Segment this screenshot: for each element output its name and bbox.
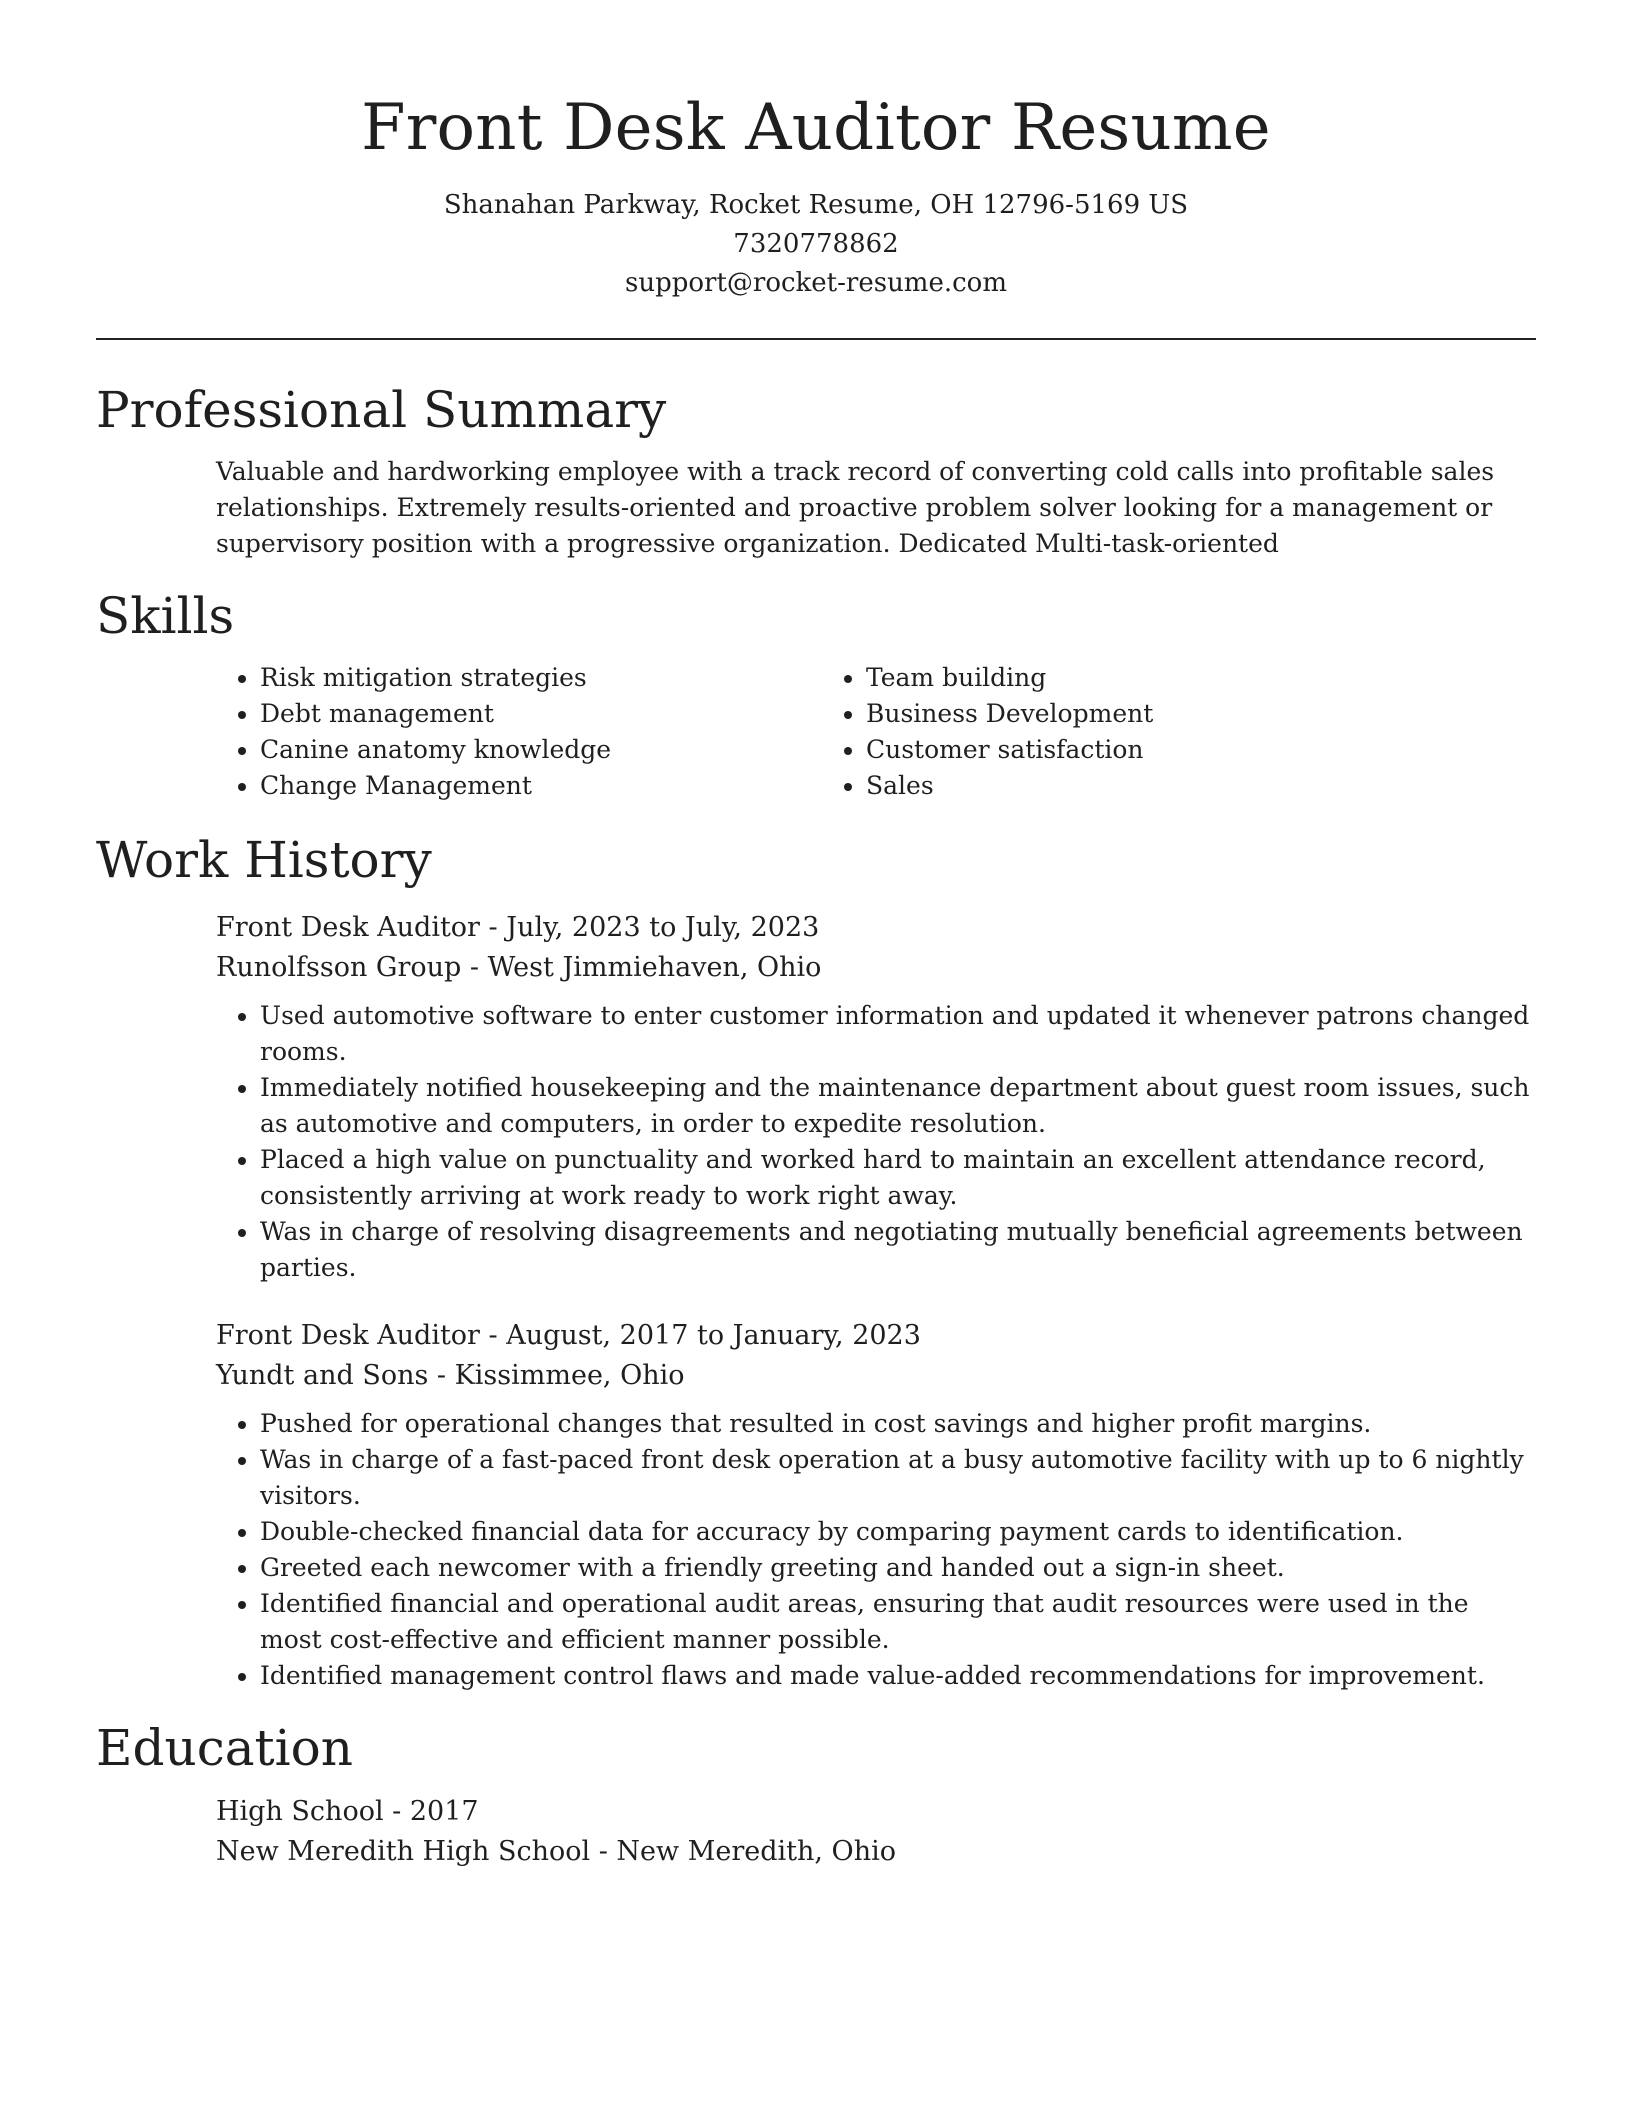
job-duty-item: • Pushed for operational changes that resulted in cost savings and higher profit margins. bbox=[260, 1406, 1536, 1442]
contact-block bbox=[96, 186, 1536, 303]
job-duty-item: • Was in charge of resolving disagreements and negotiating mutually beneficial agreements between parties. bbox=[260, 1214, 1536, 1286]
job-duty-item: • Identified management control flaws and made value-added recommendations for improvement. bbox=[260, 1658, 1536, 1694]
job-duty-item: • Placed a high value on punctuality and worked hard to maintain an excellent attendance record, consistently arriving at work ready to work right away. bbox=[260, 1142, 1536, 1214]
education-entry bbox=[216, 1792, 1536, 1872]
contact-phone: 7320778862 bbox=[733, 229, 899, 259]
skill-item: • Change Management bbox=[260, 768, 822, 804]
skill-item: • Team building bbox=[866, 660, 1153, 696]
skills-heading: Skills bbox=[96, 587, 235, 645]
summary-heading: Professional Summary bbox=[96, 381, 667, 439]
job-duty-item: • Was in charge of a fast-paced front desk operation at a busy automotive facility with up to 6 nightly visitors. bbox=[260, 1442, 1536, 1514]
skill-item: • Debt management bbox=[260, 696, 822, 732]
job-company-line: Runolfsson Group - West Jimmiehaven, Ohio bbox=[216, 952, 822, 983]
job-duty-item: • Double-checked financial data for accuracy by comparing payment cards to identification. bbox=[260, 1514, 1536, 1550]
job-duties bbox=[216, 1406, 1536, 1694]
education-degree-line: High School - 2017 bbox=[216, 1796, 479, 1827]
summary-text: Valuable and hardworking employee with a track record of converting cold calls into profitable sales relationships. Extremely results-oriented and proactive problem solver looking for a management or supervisory position with a progressive organization. Dedicated Multi-task-oriented bbox=[216, 457, 1495, 558]
header-divider bbox=[96, 338, 1536, 340]
job-duty-item: • Greeted each newcomer with a friendly greeting and handed out a sign-in sheet. bbox=[260, 1550, 1536, 1586]
contact-address: Shanahan Parkway, Rocket Resume, OH 12796-5169 US bbox=[443, 190, 1189, 220]
job-duty-item: • Immediately notified housekeeping and the maintenance department about guest room issues, such as automotive and computers, in order to expedite resolution. bbox=[260, 1070, 1536, 1142]
job-duties bbox=[216, 998, 1536, 1286]
skills-column-right bbox=[822, 660, 1153, 804]
skill-item: • Sales bbox=[866, 768, 1153, 804]
skills-list bbox=[216, 660, 1536, 804]
job-entry bbox=[216, 1316, 1536, 1694]
skill-item: • Canine anatomy knowledge bbox=[260, 732, 822, 768]
contact-email: support@rocket-resume.com bbox=[624, 268, 1007, 298]
skill-item: • Customer satisfaction bbox=[866, 732, 1153, 768]
skill-item: • Business Development bbox=[866, 696, 1153, 732]
work-history-heading: Work History bbox=[96, 831, 432, 889]
job-duty-item: • Used automotive software to enter customer information and updated it whenever patrons changed rooms. bbox=[260, 998, 1536, 1070]
education-school-line: New Meredith High School - New Meredith, Ohio bbox=[216, 1836, 896, 1867]
resume-title: Front Desk Auditor Resume bbox=[361, 91, 1271, 165]
skills-column-left bbox=[216, 660, 822, 804]
job-title-line: Front Desk Auditor - July, 2023 to July, 2023 bbox=[216, 912, 820, 943]
job-company-line: Yundt and Sons - Kissimmee, Ohio bbox=[216, 1360, 685, 1391]
job-title-line: Front Desk Auditor - August, 2017 to January, 2023 bbox=[216, 1320, 921, 1351]
skill-item: • Risk mitigation strategies bbox=[260, 660, 822, 696]
resume-page bbox=[96, 0, 1536, 1872]
education-heading: Education bbox=[96, 1719, 353, 1777]
job-duty-item: • Identified financial and operational audit areas, ensuring that audit resources were used in the most cost-effective and efficient manner possible. bbox=[260, 1586, 1536, 1658]
job-entry bbox=[216, 908, 1536, 1286]
